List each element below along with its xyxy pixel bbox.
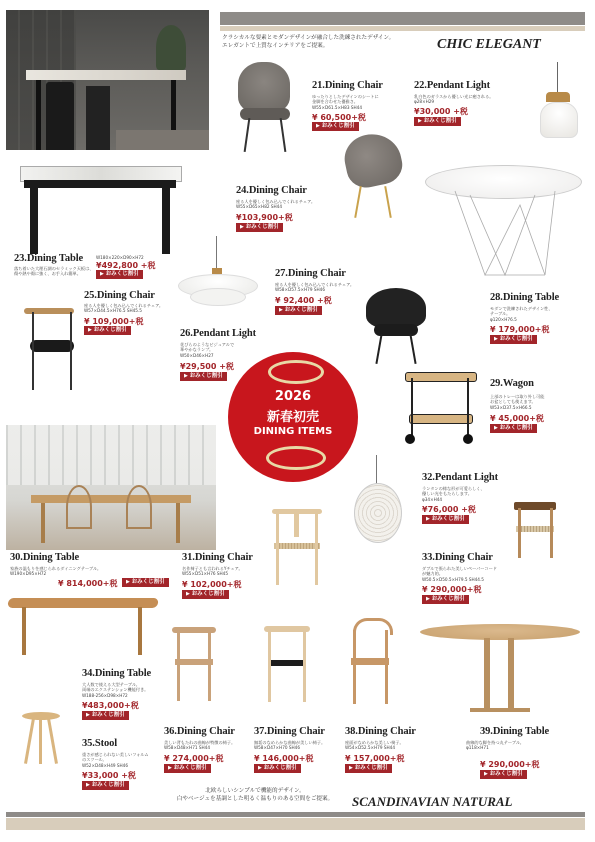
room-photo-scandi: [6, 425, 216, 550]
table-39-image: [420, 624, 580, 714]
item-29-price: ¥ 45,000+税: [490, 414, 544, 423]
item-32-name: 32.Pendant Light: [422, 472, 498, 483]
item-30-price: ¥ 814,000+税: [58, 579, 118, 588]
item-29-discount-tag[interactable]: ▶ おみくじ割引: [490, 424, 537, 433]
item-21-name: 21.Dining Chair: [312, 80, 383, 91]
item-29-name: 29.Wagon: [490, 378, 534, 389]
item-33-name: 33.Dining Chair: [422, 552, 493, 563]
item-26-desc: 花びらのようなビジュアルで 華やかなランプ。 W50×D46×H27: [180, 342, 235, 358]
item-26-name: 26.Pendant Light: [180, 328, 256, 339]
scandi-section-title: SCANDINAVIAN NATURAL: [352, 794, 513, 809]
top-band-light: [220, 26, 585, 31]
item-28-discount-tag[interactable]: ▶ おみくじ割引: [490, 335, 537, 344]
wagon-29-image: [405, 368, 480, 446]
item-37-name: 37.Dining Chair: [254, 726, 325, 737]
item-37-discount-tag[interactable]: ▶ おみくじ割引: [254, 764, 301, 773]
item-36-price: ¥ 274,000+税: [164, 754, 224, 763]
pendant-32-image: [352, 455, 402, 545]
item-33-price: ¥ 290,000+税: [422, 585, 482, 594]
room-photo-chic: [6, 10, 209, 150]
item-30-desc: 家族の温もりを感じられるダイニングテーブル。 W190×D95×H72: [10, 566, 102, 577]
item-28-price: ¥ 179,000+税: [490, 325, 550, 334]
item-31-desc: 名作椅子とも言われるYチェア。 W55×D51×H76 SH45: [182, 566, 243, 577]
item-24-discount-tag[interactable]: ▶ おみくじ割引: [236, 223, 283, 232]
item-36-name: 36.Dining Chair: [164, 726, 235, 737]
item-39-price: ¥ 290,000+税: [480, 760, 540, 769]
chair-24-image: [335, 130, 410, 220]
table-28-image: [425, 165, 580, 285]
item-23-name: 23.Dining Table: [14, 253, 84, 264]
item-30-discount-tag[interactable]: ▶ おみくじ割引: [122, 578, 169, 587]
item-39-discount-tag[interactable]: ▶ おみくじ割引: [480, 770, 527, 779]
item-37-desc: 無垢のなめらかな曲線が美しい椅子。 W58×D47×H70 SH46: [254, 740, 326, 751]
chair-27-image: [360, 288, 432, 364]
item-35-price: ¥33,000 +税: [82, 771, 136, 780]
item-23-price: ¥492,800 +税: [96, 261, 156, 270]
badge-year: 2026: [274, 389, 312, 404]
item-35-name: 35.Stool: [82, 738, 118, 749]
item-38-desc: 座面がなめらかな美しい椅子。 W54×D52.5×H79 SH44: [345, 740, 404, 751]
chair-31-image: [270, 505, 324, 585]
item-28-name: 28.Dining Table: [490, 292, 560, 303]
item-35-discount-tag[interactable]: ▶ おみくじ割引: [82, 781, 129, 790]
item-37-price: ¥ 146,000+税: [254, 754, 314, 763]
pendant-26-image: [172, 236, 262, 316]
item-28-desc: モダンで洗練されたデザイン性、 テーブル。 φ120×H76.5: [490, 306, 553, 322]
item-38-price: ¥ 157,000+税: [345, 754, 405, 763]
item-34-name: 34.Dining Table: [82, 668, 152, 679]
item-25-price: ¥ 109,000+税: [84, 317, 144, 326]
stool-35-image: [18, 712, 64, 764]
item-35-desc: 重さが感じられない美しいフォルム のスツール。 W52×D48×H49 SH46: [82, 752, 149, 768]
item-32-price: ¥76,000 +税: [422, 505, 476, 514]
item-25-desc: 座る人を優しく包み込んでくれるチェア。 W57×D44.5×H76.5 SH45.5: [84, 303, 164, 314]
table-34-image: [8, 598, 158, 660]
item-24-price: ¥103,900+税: [236, 213, 293, 222]
item-29-desc: 上部のトレーは取り外し可能 お盆としても使えます。 W53×D37.5×H66.5: [490, 394, 545, 410]
intro-text: クラシカルな要素とモダンデザインが融合した洗練されたデザイン。 エレガントで上質なインテリアをご提案。: [222, 35, 395, 49]
item-26-price: ¥29,500 +税: [180, 362, 234, 371]
scandi-intro-text: 北欧らしいシンプルで機能的デザイン。 白やベージュを基調とした明るく温もりのある空間をご提案。: [176, 788, 334, 802]
bottom-band-light: [6, 818, 585, 830]
pendant-22-image: [540, 62, 576, 142]
item-25-discount-tag[interactable]: ▶ おみくじ割引: [84, 326, 131, 335]
item-27-price: ¥ 92,400 +税: [275, 296, 332, 305]
item-32-desc: ランタンの様な形が可愛らしく、 優しい光をもたらします。 φ34×H44: [422, 486, 485, 502]
item-23-discount-tag[interactable]: ▶ おみくじ割引: [96, 270, 143, 279]
badge-line2: DINING ITEMS: [253, 426, 333, 437]
chair-33-image: [510, 500, 560, 558]
top-band-dark: [220, 12, 585, 25]
item-27-name: 27.Dining Chair: [275, 268, 346, 279]
item-22-price: ¥30,000 +税: [414, 107, 468, 116]
item-31-name: 31.Dining Chair: [182, 552, 253, 563]
item-33-desc: ダブルで張られた美しいペーパーコード が魅力的。 W50.5×D50.5×H79.5 SH44.5: [422, 566, 497, 582]
badge-line1: 新春初売: [266, 410, 319, 425]
item-34-discount-tag[interactable]: ▶ おみくじ割引: [82, 711, 129, 720]
item-24-desc: 座る人を優しく包み込んでくれるチェア。 W55×D65×H82 SH44: [236, 199, 316, 210]
chair-37-image: [262, 622, 312, 702]
item-27-desc: 座る人を優しく包み込んでくれるチェア。 W58×D57.5×H79 SH46: [275, 282, 355, 293]
item-21-discount-tag[interactable]: ▶ おみくじ割引: [312, 122, 359, 131]
table-23-image: [20, 166, 180, 256]
item-31-discount-tag[interactable]: ▶ おみくじ割引: [182, 590, 229, 599]
item-38-discount-tag[interactable]: ▶ おみくじ割引: [345, 764, 392, 773]
bottom-band-dark: [6, 812, 585, 817]
item-36-desc: 美しい背もたれの曲線が特徴の椅子。 W58×D48×H71 SH44: [164, 740, 236, 751]
item-23-size: W180×220×D90×H72: [96, 255, 144, 260]
section-title: CHIC ELEGANT: [437, 37, 541, 52]
item-27-discount-tag[interactable]: ▶ おみくじ割引: [275, 306, 322, 315]
item-31-price: ¥ 102,000+税: [182, 580, 242, 589]
item-26-discount-tag[interactable]: ▶ おみくじ割引: [180, 372, 227, 381]
chair-21-image: [232, 62, 302, 152]
item-34-price: ¥483,000+税: [82, 701, 139, 710]
item-25-name: 25.Dining Chair: [84, 290, 155, 301]
item-22-desc: 乳白色のガラスから優しい光に癒される。 φ28×H29: [414, 94, 494, 105]
item-22-name: 22.Pendant Light: [414, 80, 490, 91]
chair-25-image: [20, 300, 80, 392]
item-39-desc: 曲線的な脚を持つ丸テーブル。 φ118×H71: [466, 740, 524, 751]
item-33-discount-tag[interactable]: ▶ おみくじ割引: [422, 595, 469, 604]
chair-38-image: [345, 618, 395, 704]
item-39-name: 39.Dining Table: [480, 726, 550, 737]
item-22-discount-tag[interactable]: ▶ おみくじ割引: [414, 117, 461, 126]
item-23-desc: 落ち着いた大理石調のセラミック天板は、 傷や熱や傷に強く、お手入れ簡単。: [14, 266, 94, 277]
item-34-desc: 大人数で使える大型テーブル。 両端のエクステンション機能付き。 W188-256×D98×H72: [82, 682, 149, 698]
chair-36-image: [172, 625, 217, 703]
item-24-name: 24.Dining Chair: [236, 185, 307, 196]
item-32-discount-tag[interactable]: ▶ おみくじ割引: [422, 515, 469, 524]
item-21-desc: ゆったりとしたデザインのシートに 金脚を合わせた優雅さ。 W55×D61.5×H83 SH44: [312, 94, 379, 110]
item-36-discount-tag[interactable]: ▶ おみくじ割引: [164, 764, 211, 773]
new-year-badge: [228, 352, 358, 482]
item-38-name: 38.Dining Chair: [345, 726, 416, 737]
item-30-name: 30.Dining Table: [10, 552, 80, 563]
item-21-price: ¥ 60,500+税: [312, 113, 366, 122]
